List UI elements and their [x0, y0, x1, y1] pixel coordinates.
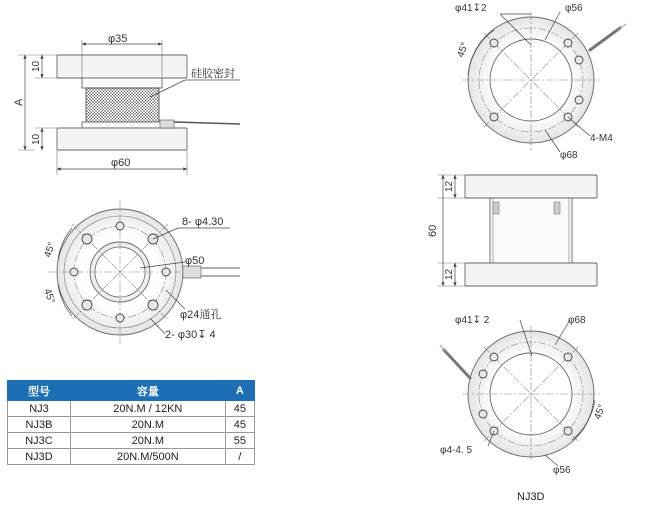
cell-model: NJ3 — [8, 401, 71, 417]
bore-41-label: φ41↧2 — [455, 3, 487, 14]
angle-45-lower-label: 45° — [41, 287, 57, 306]
counterbore-label: 2- φ30↧ 4 — [165, 329, 216, 341]
dim-a-label: A — [13, 98, 25, 106]
side-view-nj3 — [13, 33, 240, 175]
top-view-nj3d — [455, 3, 626, 161]
dia-56-label: φ56 — [565, 3, 583, 14]
bore-41-bottom-label: φ41↧ 2 — [455, 315, 490, 326]
cell-model: NJ3D — [8, 449, 71, 465]
cell-a: 45 — [225, 401, 254, 417]
cell-model: NJ3B — [8, 417, 71, 433]
cable-hole-label: φ24通孔 — [180, 309, 222, 321]
header-model: 型号 — [8, 381, 71, 401]
thread-m4-label: 4-M4 — [590, 133, 613, 144]
dim-10-bottom-label: 10 — [31, 133, 42, 145]
cell-a: 45 — [225, 417, 254, 433]
holes-8-label: 8- φ4.30 — [182, 216, 224, 228]
dim-12-top-label: 12 — [444, 180, 455, 192]
table-row — [8, 433, 255, 449]
model-caption: NJ3D — [517, 491, 545, 503]
cell-capacity: 20N.M — [70, 433, 225, 449]
dia-60-label: φ60 — [111, 157, 131, 169]
cell-capacity: 20N.M/500N — [70, 449, 225, 465]
cell-a: 55 — [225, 433, 254, 449]
dia-56-bottom-label: φ56 — [553, 465, 571, 476]
cell-model: NJ3C — [8, 433, 71, 449]
cell-capacity: 20N.M / 12KN — [70, 401, 225, 417]
table-row — [8, 417, 255, 433]
dia-50-label: φ50 — [185, 255, 205, 267]
dim-60-label: 60 — [427, 224, 439, 237]
holes-4-label: φ4-4. 5 — [440, 445, 473, 456]
table-header-row — [8, 381, 255, 401]
header-capacity: 容量 — [70, 381, 225, 401]
dia-68-top-label: φ68 — [560, 150, 578, 161]
angle-45-upper-label: 45° — [42, 241, 58, 260]
seal-label: 硅胶密封 — [191, 68, 235, 80]
table-row — [8, 401, 255, 417]
cell-capacity: 20N.M — [70, 417, 225, 433]
side-view-nj3d — [427, 175, 597, 286]
angle-45-label: 45° — [455, 41, 471, 60]
dia-68-bottom-label: φ68 — [568, 315, 586, 326]
bottom-view-nj3d — [440, 315, 608, 476]
angle-45-bottom-label: 45° — [592, 403, 608, 422]
dia-35-label: φ35 — [108, 33, 128, 45]
dim-12-bottom-label: 12 — [444, 268, 455, 280]
dim-10-top-label: 10 — [31, 60, 42, 72]
cell-a: / — [225, 449, 254, 465]
spec-table — [7, 380, 255, 465]
header-a: A — [225, 381, 254, 401]
plan-view-nj3 — [41, 200, 240, 344]
table-row — [8, 449, 255, 465]
